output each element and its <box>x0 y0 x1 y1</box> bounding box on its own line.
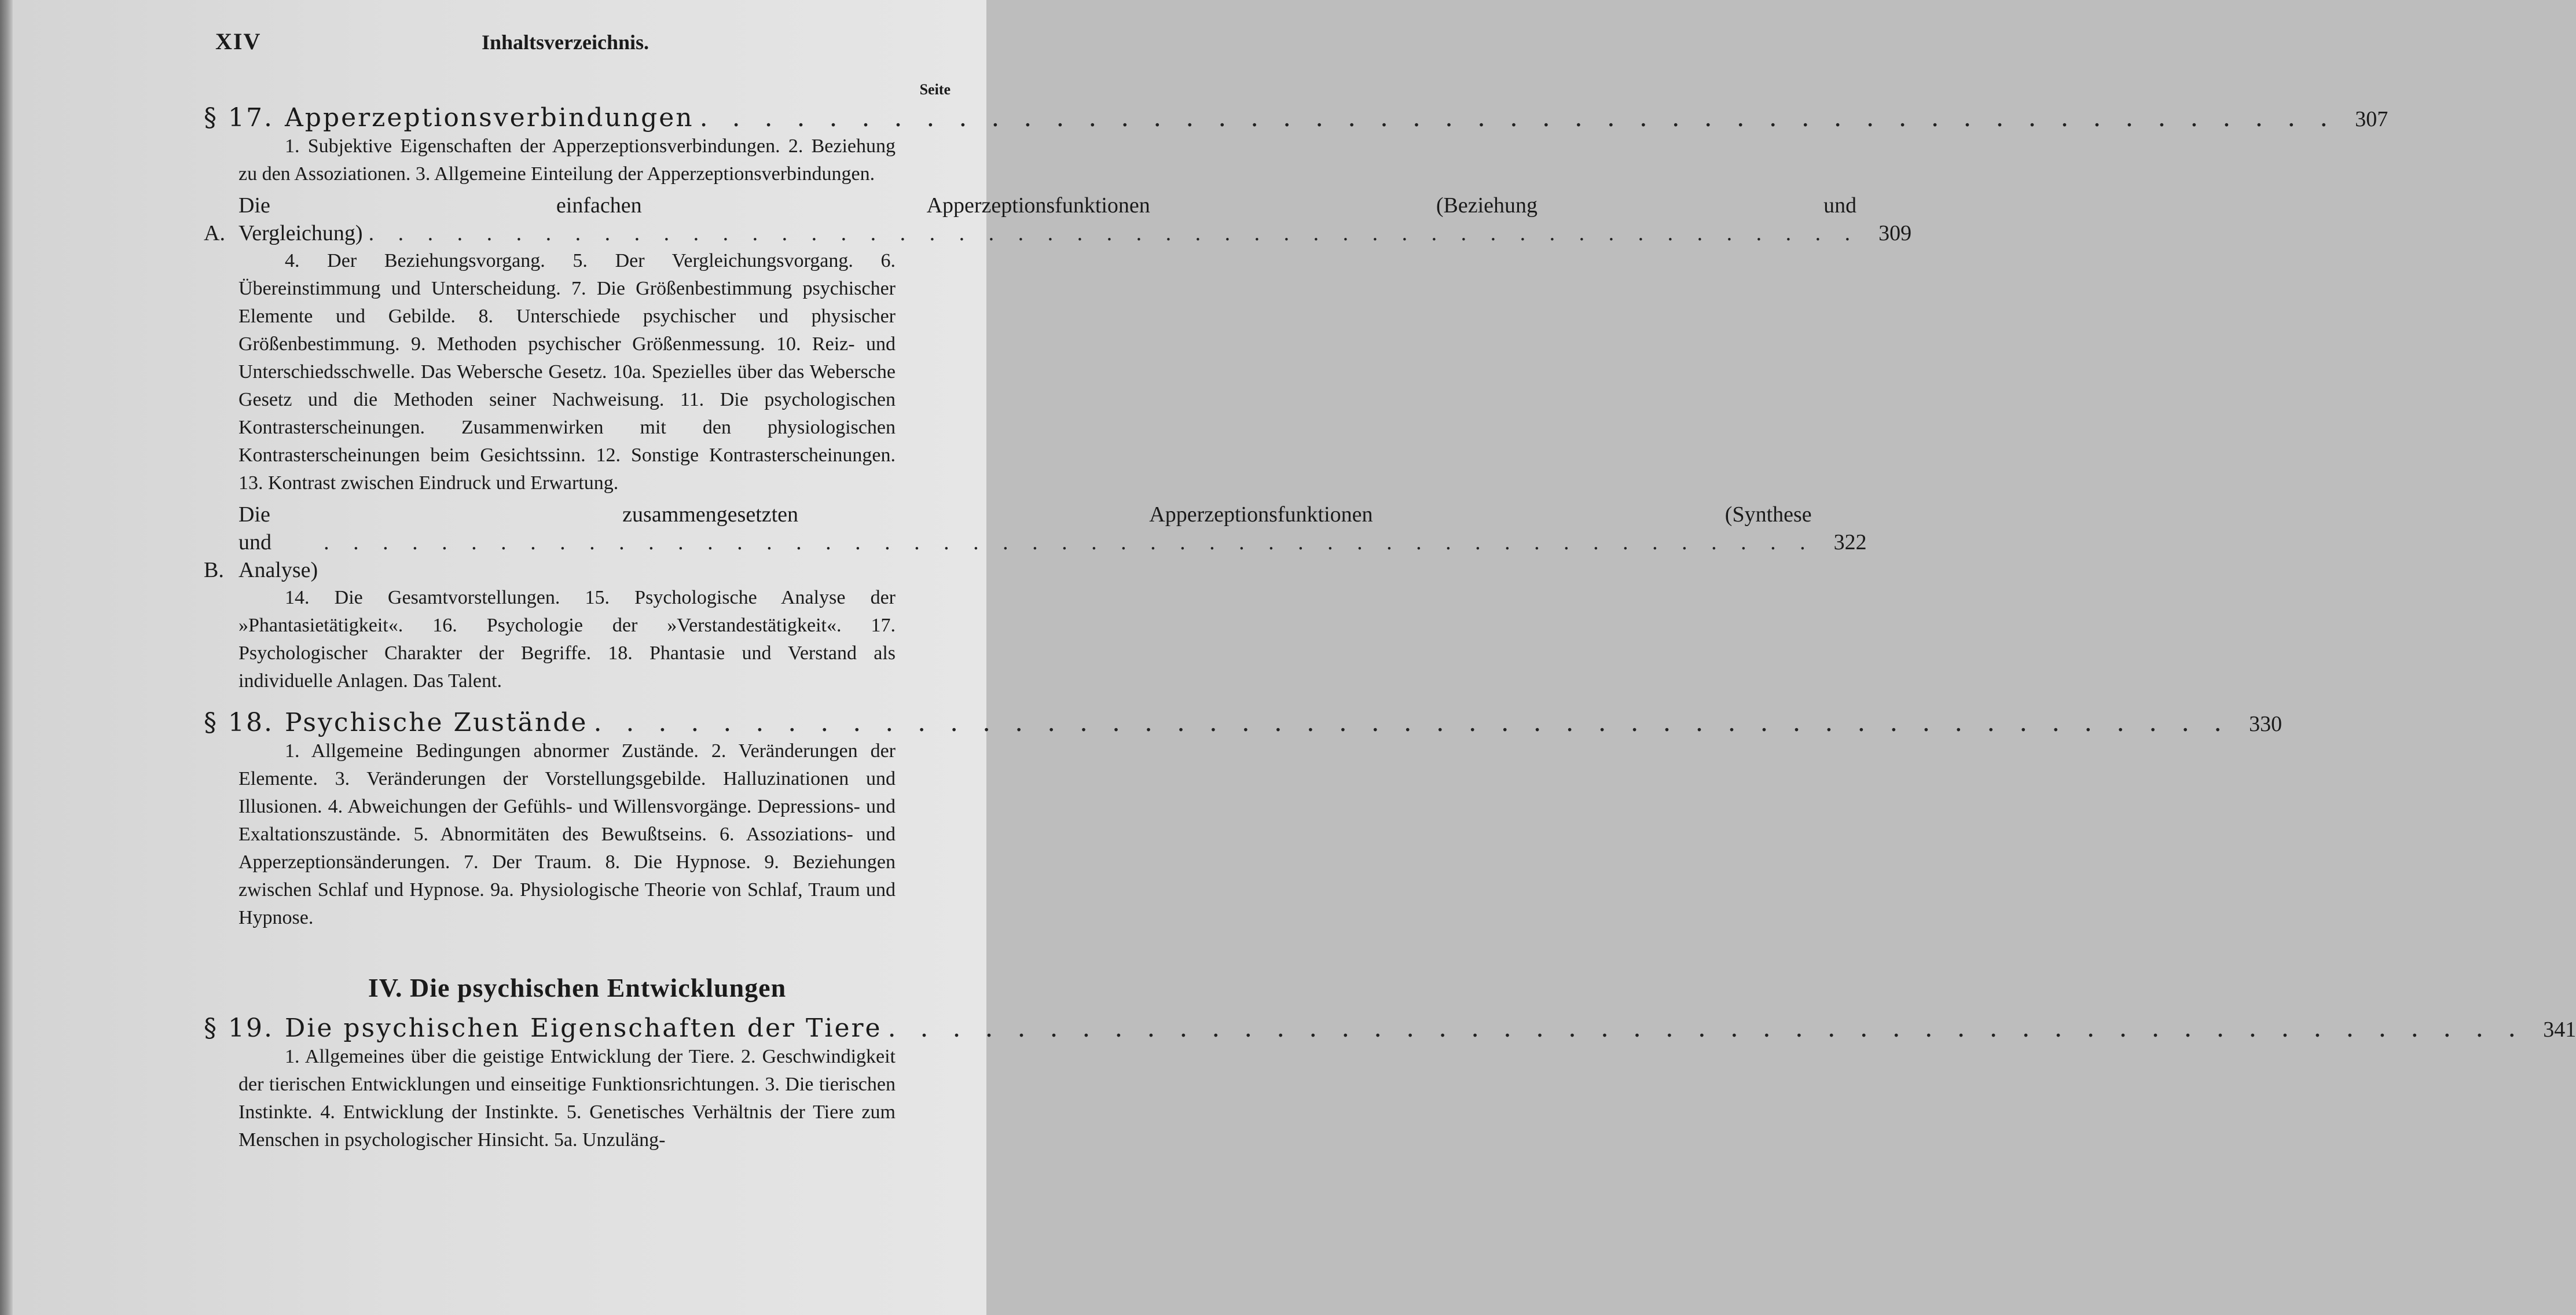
section-page: 330 <box>2249 712 2283 736</box>
subsection-title-line2: und Analyse) <box>238 530 318 582</box>
subsection-title-line1: Die einfachen Apperzeptionsfunktionen (Beziehung und <box>238 193 1857 218</box>
section-number: § 19. <box>204 1013 274 1043</box>
part-heading: IV. Die psychischen Entwicklungen <box>368 973 787 1002</box>
section-title: Die psychischen Eigenschaften der Tiere <box>285 1013 882 1043</box>
dot-leader: . . . . . . . . . . . . . . . . . . . . . . . . . . . . . . . . . . . . . . . . . . . . . . . . . . . <box>887 1013 2524 1043</box>
running-title: Inhaltsverzeichnis. <box>482 31 649 54</box>
section-title: Apperzeptionsverbindungen <box>285 103 694 133</box>
page-header <box>204 17 951 98</box>
section-number: § 17. <box>204 103 274 133</box>
subsection-heading <box>204 192 1912 247</box>
section-number: § 18. <box>204 708 274 737</box>
book-gutter <box>0 0 13 1315</box>
page-content <box>204 17 2576 1154</box>
section-description: 1. Subjektive Eigenschaften der Apperzeptionsverbindungen. 2. Beziehung zu den Assoziationen. 3. Allgemeine Einteilung der Apperzeptionsverbindungen. <box>238 135 896 185</box>
entry-heading <box>204 1013 2576 1043</box>
seite-label: Seite <box>919 81 951 98</box>
dot-leader: . . . . . . . . . . . . . . . . . . . . . . . . . . . . . . . . . . . . . . . . . . . . . . . . . . . <box>593 708 2230 737</box>
subsection-title-line2: Vergleichung) <box>238 221 363 245</box>
dot-leader: . . . . . . . . . . . . . . . . . . . . . . . . . . . . . . . . . . . . . . . . . . . . . . . . . . . <box>699 103 2336 133</box>
dot-leader: . . . . . . . . . . . . . . . . . . . . . . . . . . . . . . . . . . . . . . . . . . . . . . . . . . . <box>324 530 1815 554</box>
subsection-title-block <box>238 501 1867 584</box>
section-page: 307 <box>2355 107 2388 131</box>
subsection-description: 14. Die Gesamtvorstellungen. 15. Psychologische Analyse der »Phantasietätigkeit«. 16. Psychologie der »Verstandestätigkeit«. 17. Psychologischer Charakter der Begriffe. 18. Phantasie und Verstand als individuelle Anlagen. Das Talent. <box>238 587 896 692</box>
entry-heading <box>204 103 2388 133</box>
section-title: Psychische Zustände <box>285 708 588 737</box>
subsection-heading <box>204 501 1867 584</box>
book-page <box>13 0 2576 1315</box>
subsection-description: 4. Der Beziehungsvorgang. 5. Der Vergleichungsvorgang. 6. Übereinstimmung und Unterscheidung. 7. Die Größenbestimmung psychischer Elemente und Gebilde. 8. Unterschiede psychischer und physischer Größenbestimmung. 9. Methoden psychischer Größenmessung. 10. Reiz- und Unterschiedsschwelle. Das Webersche Gesetz. 10a. Spezielles über das Webersche Gesetz und die Methoden seiner Nachweisung. 11. Die psychologischen Kontrasterscheinungen. Zusammenwirken mit den physiologischen Kontrasterscheinungen beim Gesichtssinn. 12. Sonstige Kontrasterscheinungen. 13. Kontrast zwischen Eindruck und Erwartung. <box>238 250 896 494</box>
subsection-letter: A. <box>204 221 225 245</box>
subsection-title-line2-row <box>238 219 1911 247</box>
subsection-b <box>204 501 1867 695</box>
toc-entry-18 <box>204 708 2283 932</box>
page-number-roman: XIV <box>215 28 262 54</box>
section-description: 1. Allgemeine Bedingungen abnormer Zustände. 2. Veränderungen der Elemente. 3. Veränderungen der Vorstellungsgebilde. Halluzinationen und Illusionen. 4. Abweichungen der Gefühls- und Willensvorgänge. Depressions- und Exaltationszustände. 5. Abnormitäten des Bewußtseins. 6. Assoziations- und Apperzeptionsänderungen. 7. Der Traum. 8. Die Hypnose. 9. Beziehungen zwischen Schlaf und Hypnose. 9a. Physiologische Theorie von Schlaf, Traum und Hypnose. <box>238 740 896 928</box>
subsection-page: 322 <box>1833 530 1867 554</box>
dot-leader: . . . . . . . . . . . . . . . . . . . . . . . . . . . . . . . . . . . . . . . . . . . . . . . . . . . <box>368 221 1860 245</box>
subsection-title-line1: Die zusammengesetzten Apperzeptionsfunktionen (Synthese <box>238 502 1812 527</box>
section-page: 341 <box>2543 1018 2576 1042</box>
toc-entry-17 <box>204 103 2388 695</box>
subsection-page: 309 <box>1878 221 1912 245</box>
subsection-a <box>204 192 1912 497</box>
subsection-title-block <box>238 192 1911 247</box>
entry-heading <box>204 708 2283 737</box>
section-description: 1. Allgemeines über die geistige Entwicklung der Tiere. 2. Geschwindigkeit der tierischen Entwicklungen und einseitige Funktionsrichtungen. 3. Die tierischen Instinkte. 4. Entwicklung der Instinkte. 5. Genetisches Verhältnis der Tiere zum Menschen in psychologischer Hinsicht. 5a. Unzuläng- <box>238 1046 896 1151</box>
subsection-title-line2-row <box>238 528 1867 584</box>
subsection-letter: B. <box>204 558 224 582</box>
toc-entry-19 <box>204 1013 2576 1154</box>
